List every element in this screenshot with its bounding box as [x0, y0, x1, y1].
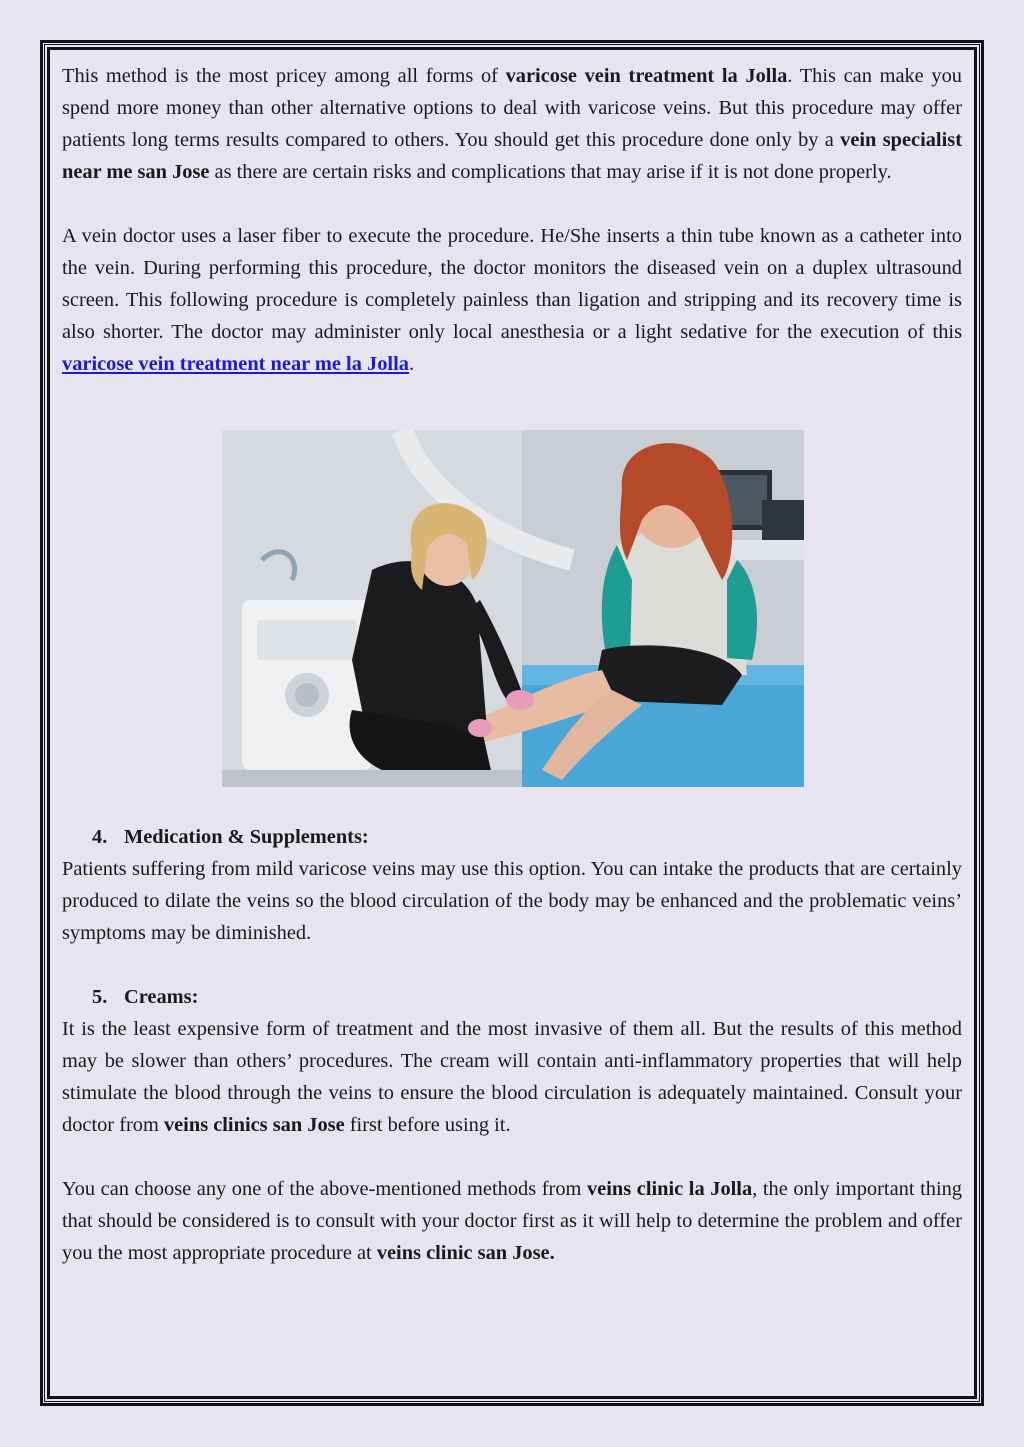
paragraph-closing: You can choose any one of the above-mentioned methods from veins clinic la Jolla, the only important thing that should be considered is to consult with your doctor first as it will help to determine the problem and offer you the most appropriate procedure at veins clinic san Jose. [62, 1178, 962, 1264]
keyword-vein-specialist-san-jose: vein specialist near me san Jose [62, 129, 962, 183]
section-heading-medication: 4. Medication & Supplements: [92, 826, 369, 848]
paragraph-medication: Patients suffering from mild varicose veins may use this option. You can intake the products that are certainly produced to dilate the veins so the blood circulation of the body may be enhanced and the problematic veins’ symptoms may be diminished. [62, 858, 962, 944]
paragraph-laser-cost: This method is the most pricey among all forms of varicose vein treatment la Jolla. This can make you spend more money than other alternative options to deal with varicose veins. But this procedure may offer patients long terms results compared to others. You should get this procedure done only by a vein specialist near me san Jose as there are certain risks and complications that may arise if it is not done properly. [62, 65, 962, 183]
paragraph-laser-procedure: A vein doctor uses a laser fiber to execute the procedure. He/She inserts a thin tube known as a catheter into the vein. During performing this procedure, the doctor monitors the diseased vein on a duplex ultrasound screen. This following procedure is completely painless than ligation and stripping and its recovery time is also shorter. The doctor may administer only local anesthesia or a light sedative for the execution of this varicose vein treatment near me la Jolla. [62, 225, 962, 375]
keyword-veins-clinics-san-jose: veins clinics san Jose [163, 1114, 345, 1136]
paragraph-creams: It is the least expensive form of treatment and the most invasive of them all. But the results of this method may be slower than others’ procedures. The cream will contain anti-inflammatory properties that will help stimulate the blood through the veins to ensure the blood circulation is adequately maintained. Consult your doctor from veins clinics san Jose first before using it. [62, 1018, 962, 1136]
link-varicose-vein-treatment-near-me-la-jolla[interactable]: varicose vein treatment near me la Jolla [62, 353, 409, 375]
keyword-varicose-vein-treatment-la-jolla: varicose vein treatment la Jolla [505, 65, 788, 87]
keyword-veins-clinic-la-jolla: veins clinic la Jolla [586, 1178, 753, 1200]
photo-doctor-examining-patient-leg [222, 430, 804, 787]
section-heading-creams: 5. Creams: [92, 986, 199, 1008]
keyword-veins-clinic-san-jose: veins clinic san Jose. [376, 1242, 555, 1264]
document-content [62, 60, 962, 1269]
